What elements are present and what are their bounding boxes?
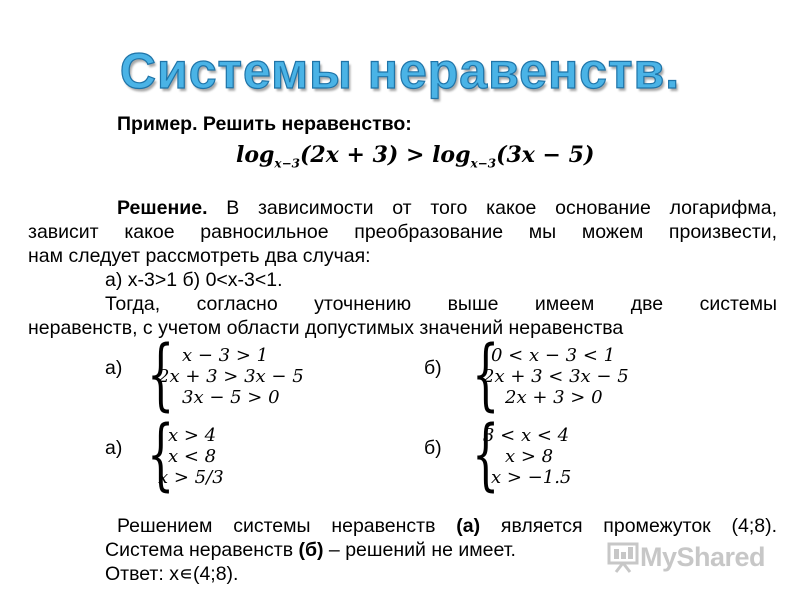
answer-line: Ответ: x∊(4;8). — [105, 563, 239, 585]
label-b-1: б) — [424, 357, 442, 379]
system-b-1-row: 0 < x − 3 < 1 — [491, 345, 616, 366]
main-inequality — [236, 142, 594, 170]
log-right-arg: (3x − 5) — [496, 142, 595, 168]
result-line-2-pre: Система неравенств — [105, 539, 299, 561]
cases-line: а) x-3>1 б) 0<x-3<1. — [105, 269, 283, 291]
system-b-1-row: 2x + 3 < 3x − 5 — [483, 366, 629, 387]
result-line-1-bold: (а) — [456, 515, 481, 537]
label-a-2: а) — [105, 437, 123, 459]
brace-a-2: { — [147, 410, 175, 500]
log-right-base: x−3 — [470, 156, 497, 171]
system-a-1-row: 3x − 5 > 0 — [182, 387, 280, 408]
system-a-1-row: 2x + 3 > 3x − 5 — [158, 366, 304, 387]
result-line-1-pre: Решением системы неравенств — [117, 515, 457, 537]
presentation-icon — [606, 540, 640, 574]
then-line-2: неравенств, с учетом области допустимых значений неравенства — [28, 317, 624, 339]
result-line-1-post: является промежуток (4;8). — [480, 515, 777, 537]
system-a-1 — [158, 345, 304, 408]
label-a-1: а) — [105, 357, 123, 379]
system-a-2-row: x > 4 — [168, 425, 217, 446]
system-b-1-row: 2x + 3 > 0 — [505, 387, 603, 408]
system-b-1 — [483, 345, 629, 408]
brace-b-1: { — [472, 330, 500, 420]
brace-b-2: { — [472, 410, 500, 500]
solution-line-2: зависит какое равносильное преобразование мы можем произвести, — [28, 221, 777, 243]
watermark-logo — [606, 540, 765, 574]
then-line-1: Тогда, согласно уточнению выше имеем две системы — [105, 293, 777, 315]
system-b-2 — [483, 425, 571, 488]
log-left-arg: (2x + 3) — [299, 142, 399, 168]
log-right: log — [432, 142, 471, 168]
example-label: Пример. Решить неравенство: — [117, 113, 412, 135]
result-line-2-bold: (б) — [298, 539, 324, 561]
brace-a-1: { — [147, 330, 175, 420]
result-line-2-post: – решений не имеет. — [323, 539, 516, 561]
solution-line-3: нам следует рассмотреть два случая: — [28, 245, 371, 267]
relation-sign: > — [405, 142, 425, 168]
system-a-1-row: x − 3 > 1 — [182, 345, 269, 366]
log-left: log — [236, 142, 275, 168]
system-a-2-row: x < 8 — [168, 446, 217, 467]
watermark-text: MyShared — [640, 541, 766, 572]
system-b-2-row: x > 8 — [505, 446, 554, 467]
system-a-2 — [158, 425, 224, 488]
system-b-2-row: x > −1.5 — [491, 467, 572, 488]
system-a-2-row: x > 5/3 — [158, 467, 224, 488]
solution-line-1 — [117, 196, 777, 220]
solution-bold: Решение. — [117, 197, 208, 219]
system-b-2-row: 3 < x < 4 — [483, 425, 570, 446]
label-b-2: б) — [424, 437, 442, 459]
log-left-base: x−3 — [274, 156, 300, 171]
slide-title: Системы неравенств. — [119, 43, 681, 99]
result-line-1 — [117, 514, 777, 538]
result-line-2 — [105, 538, 516, 562]
solution-line-1-text: В зависимости от того какое основание логарифма, — [207, 197, 777, 219]
